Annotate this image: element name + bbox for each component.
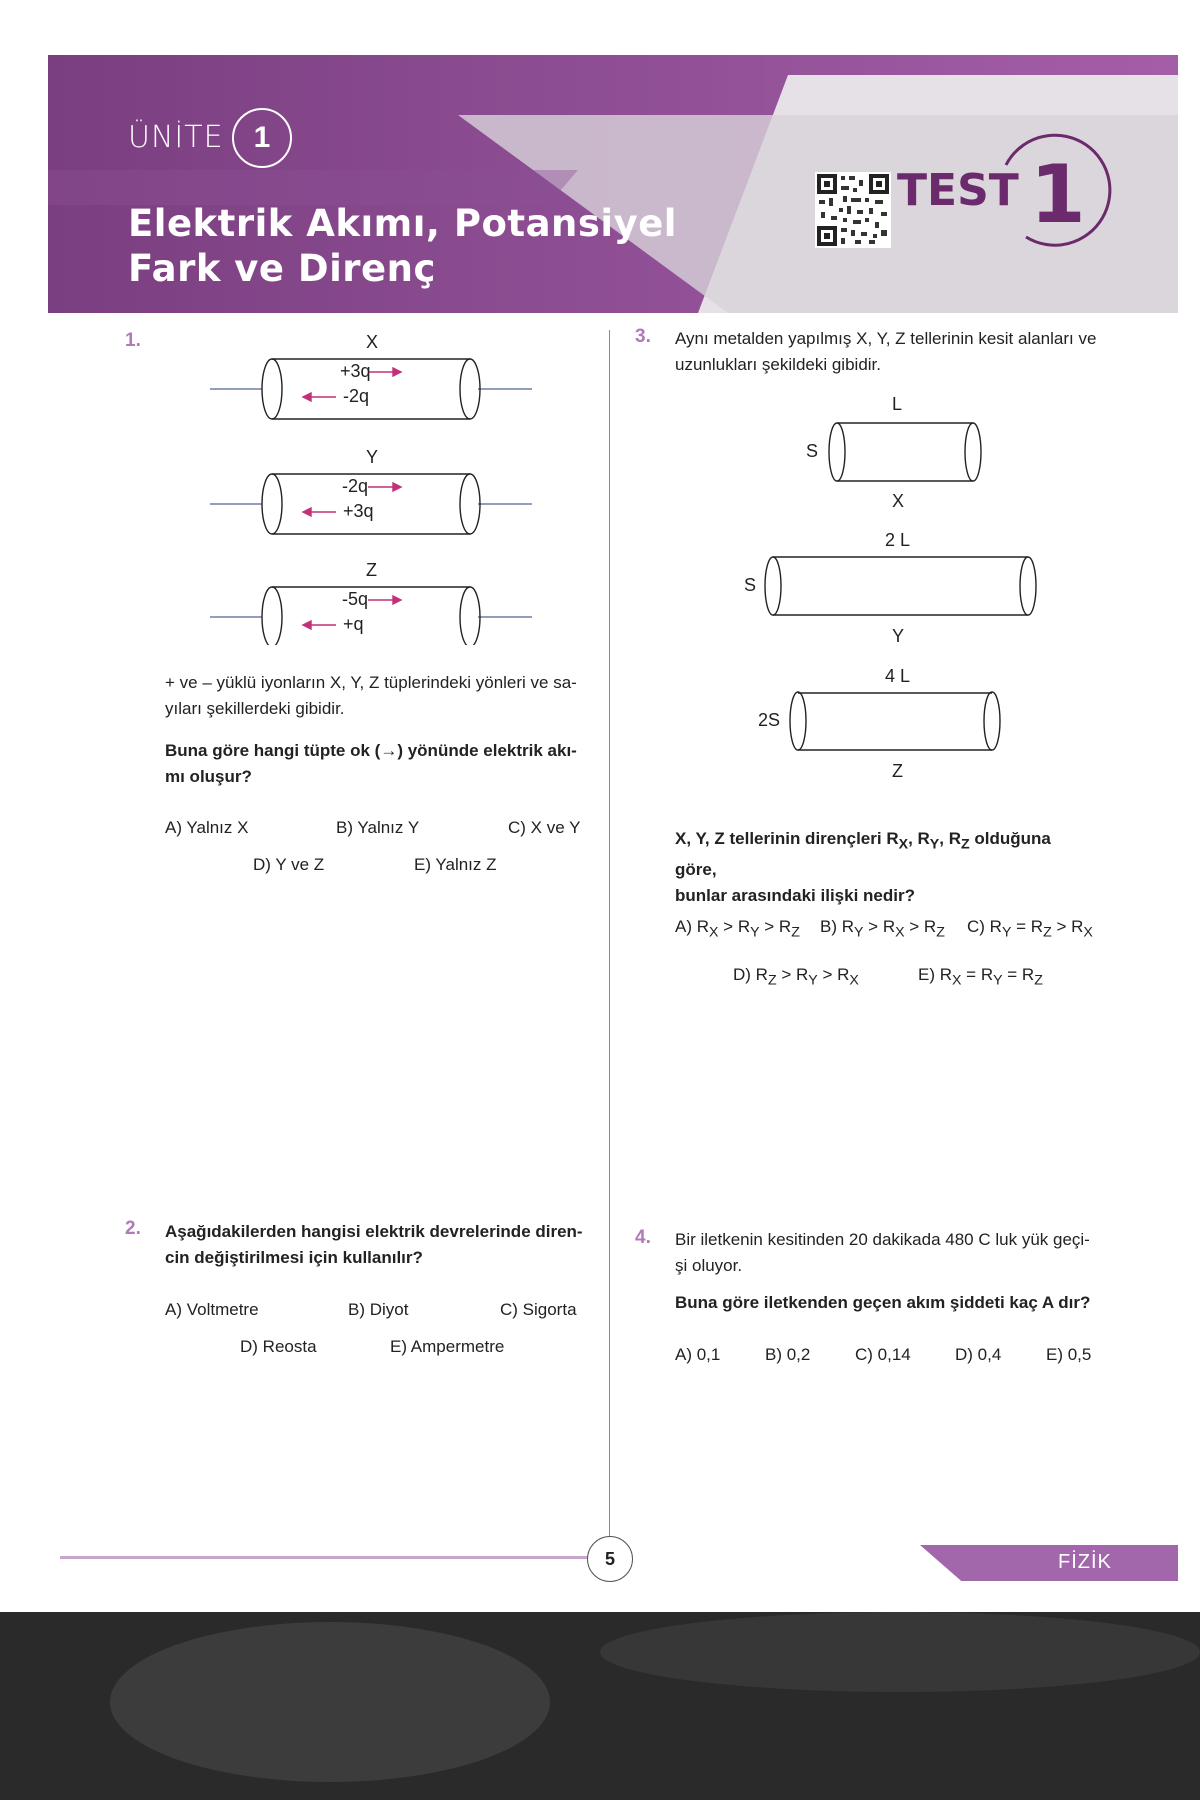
q2-option-a[interactable]: A) Voltmetre bbox=[165, 1300, 259, 1319]
q1-question bbox=[165, 738, 577, 790]
r-subscript: Z bbox=[960, 836, 970, 853]
tube-y-label: Y bbox=[366, 447, 379, 467]
q1-text-line: yıları şekillerdeki gibidir. bbox=[165, 699, 345, 718]
resistance-symbols: $R_X$, $R_Y$, $R_Z$ bbox=[886, 829, 970, 853]
wire-y-area: S bbox=[744, 575, 757, 595]
question-number: 3. bbox=[635, 326, 651, 347]
column-divider bbox=[609, 330, 610, 1560]
r-symbol: R bbox=[886, 829, 899, 848]
q2-option-b[interactable]: B) Diyot bbox=[348, 1300, 409, 1319]
q3-text-line: Aynı metalden yapılmış X, Y, Z tellerinin kesit alanları ve bbox=[675, 329, 1097, 348]
tube-x-label: X bbox=[366, 332, 379, 352]
q1-question-line: mı oluşur? bbox=[165, 767, 252, 786]
q1-option-b[interactable]: B) Yalnız Y bbox=[336, 818, 420, 837]
wire-x-area: S bbox=[806, 441, 819, 461]
subject-label: FİZİK bbox=[1058, 1551, 1112, 1573]
q1-option-c[interactable]: C) X ve Y bbox=[508, 818, 581, 837]
tube-y-bottom-charge: +3q bbox=[343, 501, 374, 521]
q1-option-d[interactable]: D) Y ve Z bbox=[253, 855, 325, 874]
footer-line bbox=[60, 1556, 588, 1559]
q3-question-text: X, Y, Z tellerinin dirençleri bbox=[675, 829, 882, 848]
q3-question-text: olduğuna göre, bbox=[675, 829, 1051, 880]
wire-y-label: Y bbox=[892, 626, 905, 646]
wire-x-length: L bbox=[892, 394, 903, 414]
q3-text-line: uzunlukları şekildeki gibidir. bbox=[675, 355, 881, 374]
q1-tubes-figure bbox=[210, 325, 550, 645]
wire-z-length: 4 L bbox=[885, 666, 911, 686]
r-subscript: Y bbox=[929, 836, 940, 853]
scan-background bbox=[0, 1612, 1200, 1800]
q3-text bbox=[675, 326, 1096, 378]
wire-z-label: Z bbox=[892, 761, 903, 781]
q3-option-c[interactable]: C) $R_Y = R_Z > R_X$ bbox=[967, 917, 1093, 941]
r-subscript: X bbox=[898, 836, 909, 853]
wire-y-length: 2 L bbox=[885, 530, 911, 550]
q3-wires-figure bbox=[755, 420, 1045, 760]
question-number: 4. bbox=[635, 1227, 651, 1248]
tube-y-top-charge: -2q bbox=[342, 476, 369, 496]
q3-option-b[interactable]: B) $R_Y > R_X > R_Z$ bbox=[820, 917, 945, 941]
qr-code-icon[interactable] bbox=[815, 172, 891, 248]
question-number: 2. bbox=[125, 1218, 141, 1239]
q4-option-d[interactable]: D) 0,4 bbox=[955, 1345, 1002, 1364]
q1-option-a[interactable]: A) Yalnız X bbox=[165, 818, 249, 837]
wire-x-label: X bbox=[892, 491, 905, 511]
tube-z-top-charge: -5q bbox=[342, 589, 369, 609]
q2-question bbox=[165, 1219, 583, 1271]
q2-option-d[interactable]: D) Reosta bbox=[240, 1337, 317, 1356]
chapter-title: Elektrik Akımı, Potansiyel bbox=[128, 202, 677, 245]
q4-option-e[interactable]: E) 0,5 bbox=[1046, 1345, 1092, 1364]
unit-label: ÜNİTE bbox=[128, 120, 224, 155]
q1-text-line: + ve – yüklü iyonların X, Y, Z tüplerindeki yönleri ve sa- bbox=[165, 673, 577, 692]
q3-option-e[interactable]: E) $R_X = R_Y = R_Z$ bbox=[918, 965, 1043, 989]
q1-option-e[interactable]: E) Yalnız Z bbox=[414, 855, 497, 874]
question-number: 1. bbox=[125, 330, 141, 351]
q4-text bbox=[675, 1227, 1090, 1279]
q3-question-line: bunlar arasındaki ilişki nedir? bbox=[675, 886, 915, 906]
q4-option-b[interactable]: B) 0,2 bbox=[765, 1345, 811, 1364]
tube-x-top-charge: +3q bbox=[340, 361, 371, 381]
test-number: 1 bbox=[1030, 148, 1086, 241]
r-symbol: R bbox=[917, 829, 930, 848]
q4-text-line: Bir iletkenin kesitinden 20 dakikada 480 C luk yük geçi- bbox=[675, 1230, 1090, 1249]
q2-option-c[interactable]: C) Sigorta bbox=[500, 1300, 577, 1319]
r-symbol: R bbox=[948, 829, 961, 848]
q1-question-line: Buna göre hangi tüpte ok (→) yönünde elektrik akı- bbox=[165, 741, 577, 760]
q3-question bbox=[675, 826, 1095, 909]
subject-tab bbox=[920, 1545, 1178, 1581]
q4-question: Buna göre iletkenden geçen akım şiddeti kaç A dır? bbox=[675, 1293, 1091, 1312]
q2-option-e[interactable]: E) Ampermetre bbox=[390, 1337, 505, 1356]
unit-number: 1 bbox=[232, 108, 292, 168]
q3-option-d[interactable]: D) $R_Z > R_Y > R_X$ bbox=[733, 965, 859, 989]
q4-text-line: şi oluyor. bbox=[675, 1256, 743, 1275]
q2-question-line: Aşağıdakilerden hangisi elektrik devrelerinde diren- bbox=[165, 1222, 583, 1241]
page-number: 5 bbox=[587, 1536, 633, 1582]
tube-x-bottom-charge: -2q bbox=[343, 386, 370, 406]
tube-z-bottom-charge: +q bbox=[343, 614, 364, 634]
chapter-title-line2: Fark ve Direnç bbox=[128, 247, 436, 290]
q3-option-a[interactable]: A) $R_X > R_Y > R_Z$ bbox=[675, 917, 800, 941]
q4-option-a[interactable]: A) 0,1 bbox=[675, 1345, 721, 1364]
q4-option-c[interactable]: C) 0,14 bbox=[855, 1345, 911, 1364]
tube-z-label: Z bbox=[366, 560, 377, 580]
q2-question-line: cin değiştirilmesi için kullanılır? bbox=[165, 1248, 423, 1267]
q1-text bbox=[165, 670, 577, 722]
test-label: TEST bbox=[897, 165, 1019, 216]
wire-z-area: 2S bbox=[758, 710, 781, 730]
